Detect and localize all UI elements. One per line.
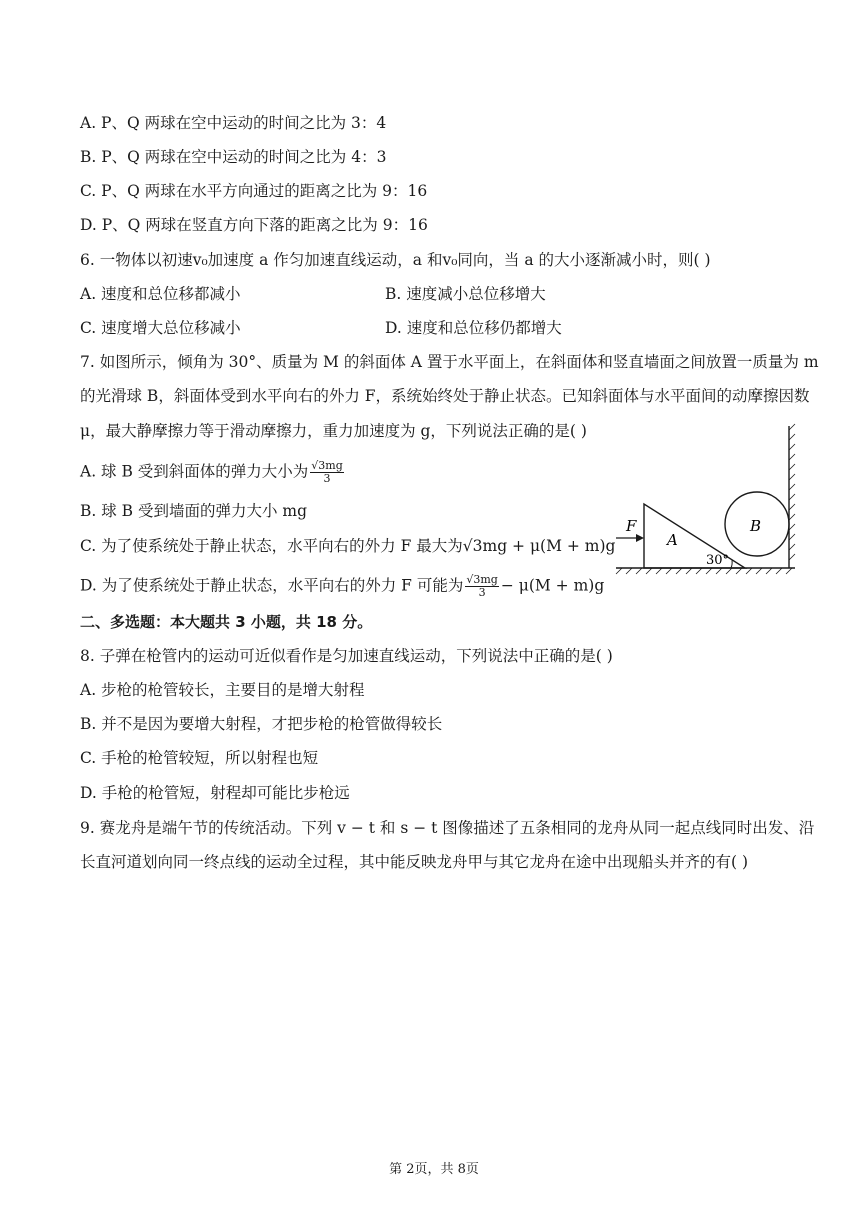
q7-option-d-text: D. 为了使系统处于静止状态，水平向右的外力 F 可能为 (80, 576, 464, 595)
q5-option-d: D. P、Q 两球在竖直方向下落的距离之比为 9：16 (80, 216, 428, 234)
label-angle: 30° (706, 553, 730, 568)
q8-option-c: C. 手枪的枪管较短，所以射程也短 (80, 749, 319, 767)
q5-option-a: A. P、Q 两球在空中运动的时间之比为 3：4 (80, 114, 387, 132)
label-block: A (667, 531, 678, 549)
q5-option-b: B. P、Q 两球在空中运动的时间之比为 4：3 (80, 148, 387, 166)
label-force: F (626, 517, 637, 535)
label-ball: B (750, 517, 762, 535)
q6-option-c: C. 速度增大总位移减小 (80, 319, 241, 337)
angle-arc (731, 561, 732, 569)
q7-option-c: C. 为了使系统处于静止状态，水平向右的外力 F 最大为√3mg + μ(M + m)g (80, 537, 616, 555)
q6-option-b: B. 速度减小总位移增大 (385, 285, 546, 303)
fraction-sqrt3mg-over-3: $\frac{√3mg}{3}$ (311, 459, 343, 485)
q7-option-d-suffix: − μ(M + m)g (500, 576, 605, 595)
q8-option-b: B. 并不是因为要增大射程，才把步枪的枪管做得较长 (80, 715, 443, 733)
q9-stem-line-1: 9. 赛龙舟是端午节的传统活动。下列 v − t 和 s − t 图像描述了五条相同的龙舟从同一起点线同时出发、沿 (80, 819, 815, 837)
section-heading-multiple-choice: 二、多选题：本大题共 3 小题，共 18 分。 (80, 613, 373, 631)
wall-hatching (789, 424, 795, 560)
q7-option-a-text: A. 球 B 受到斜面体的弹力大小为 (80, 462, 309, 481)
q8-stem: 8. 子弹在枪管内的运动可近似看作是匀加速直线运动，下列说法中正确的是( ) (80, 647, 613, 665)
ground-hatching (616, 568, 792, 574)
q6-stem: 6. 一物体以初速v₀加速度 a 作匀加速直线运动，a 和v₀同向，当 a 的大小逐渐减小时，则( ) (80, 251, 711, 269)
q7-option-a (80, 460, 346, 485)
force-arrowhead (636, 534, 644, 542)
q7-option-b: B. 球 B 受到墙面的弹力大小 mg (80, 502, 308, 520)
incline-ball-wall-figure (608, 420, 804, 578)
q6-option-d: D. 速度和总位移仍都增大 (385, 319, 562, 337)
q9-stem-line-2: 长直河道划向同一终点线的运动全过程，其中能反映龙舟甲与其它龙舟在途中出现船头并齐的有( ) (80, 853, 749, 871)
q6-option-a: A. 速度和总位移都减小 (80, 285, 241, 303)
q8-option-d: D. 手枪的枪管短，射程却可能比步枪远 (80, 784, 350, 802)
q7-stem-line-2: 的光滑球 B，斜面体受到水平向右的外力 F，系统始终处于静止状态。已知斜面体与水平面间的动摩擦因数 (80, 387, 810, 405)
q5-option-c: C. P、Q 两球在水平方向通过的距离之比为 9：16 (80, 182, 428, 200)
q7-option-d (80, 574, 604, 599)
wedge-a (644, 504, 745, 568)
page-number: 第 2页，共 8页 (389, 1162, 479, 1177)
q7-stem-line-1: 7. 如图所示，倾角为 30°、质量为 M 的斜面体 A 置于水平面上，在斜面体和竖直墙面之间放置一质量为 m (80, 353, 819, 371)
fraction-sqrt3mg-over-3: $\frac{√3mg}{3}$ (466, 573, 498, 599)
q7-stem-line-3: μ，最大静摩擦力等于滑动摩擦力，重力加速度为 g，下列说法正确的是( ) (80, 422, 587, 440)
q8-option-a: A. 步枪的枪管较长，主要目的是增大射程 (80, 681, 365, 699)
